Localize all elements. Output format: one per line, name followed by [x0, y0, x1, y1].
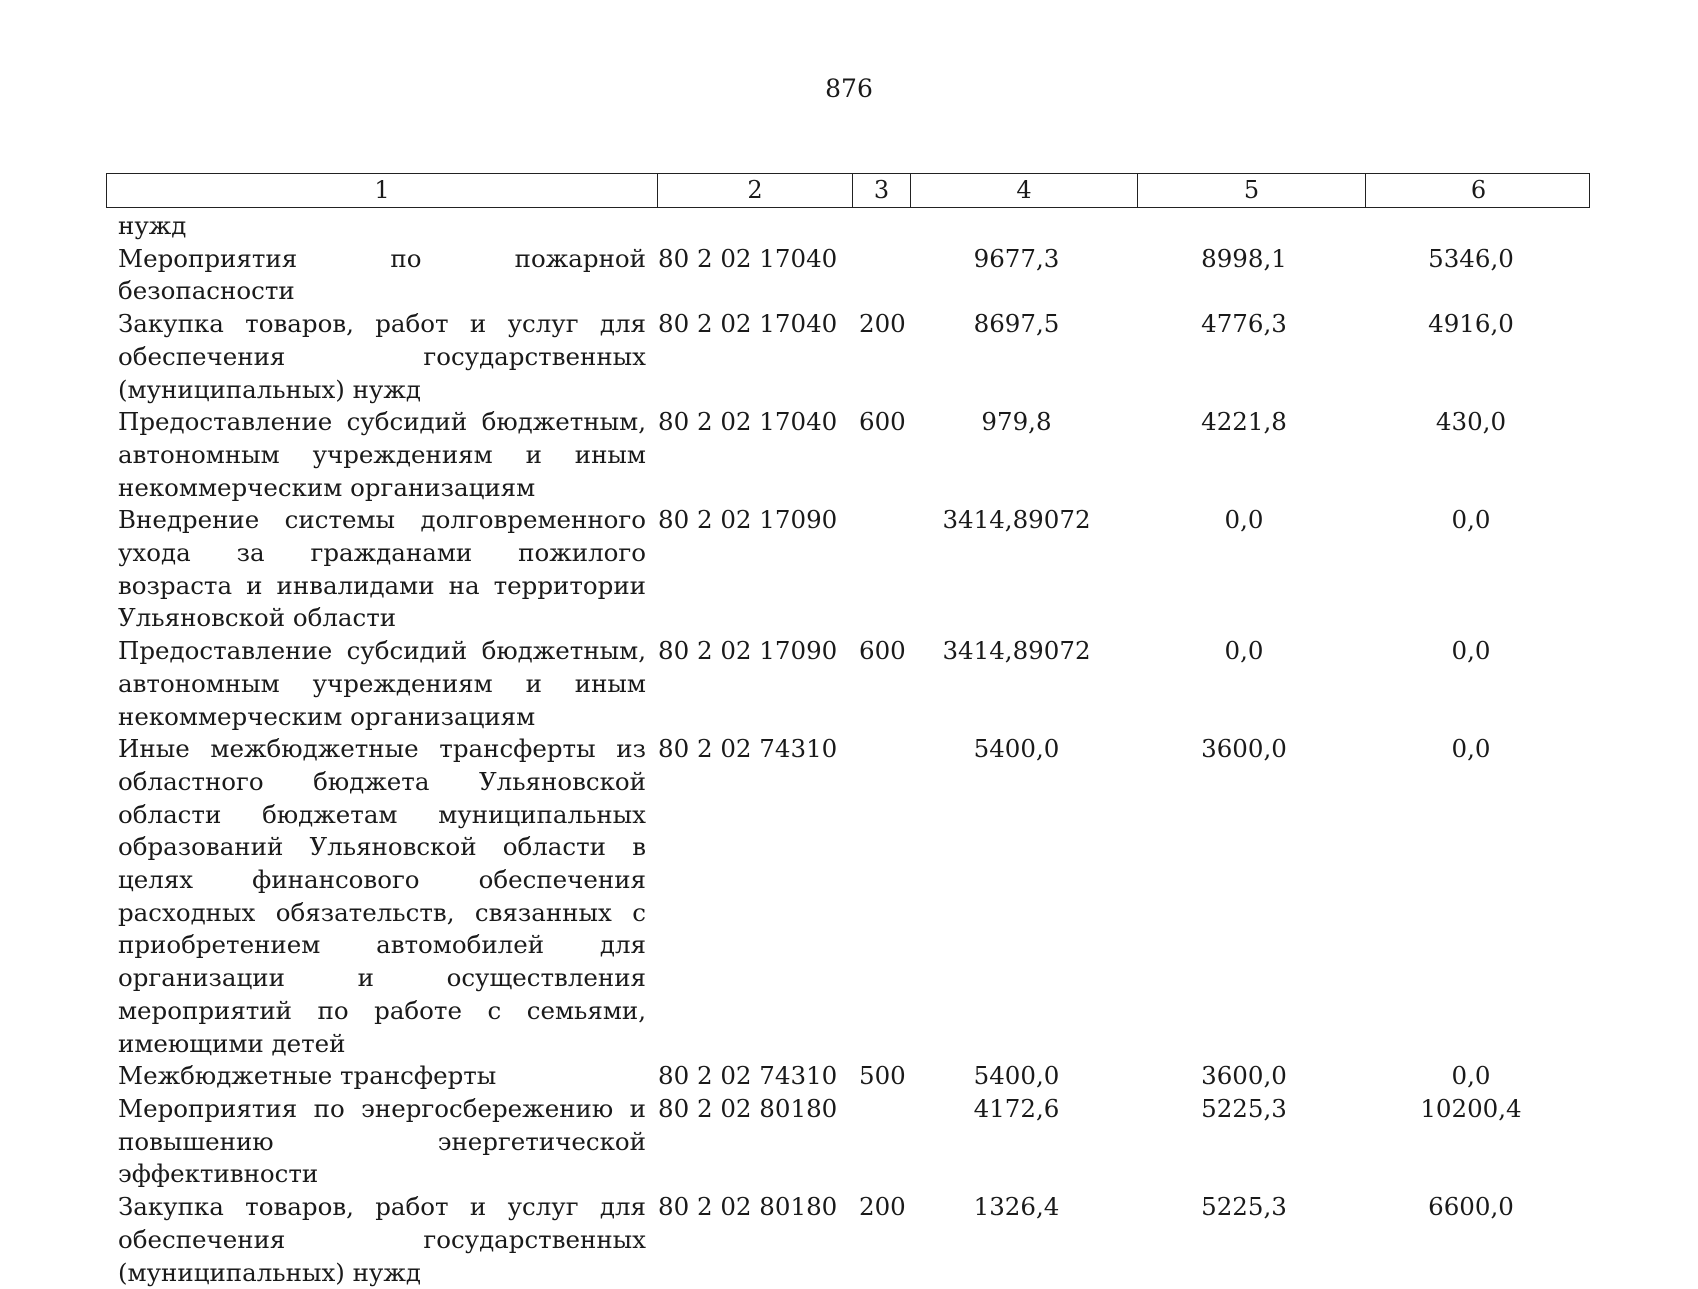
row-value-3: 6600,0 — [1428, 1192, 1514, 1222]
table-row — [118, 243, 1598, 308]
row-value-1: 979,8 — [981, 407, 1052, 437]
header-col-4: 4 — [910, 174, 1137, 207]
row-code: 80 2 02 74310 — [658, 1061, 838, 1091]
row-code: 80 2 02 17040 — [658, 309, 838, 339]
row-value-1: 8697,5 — [973, 309, 1060, 339]
row-name: Иные межбюджетные трансферты из областного бюджета Ульяновской области бюджетам муниципальных образований Ульяновской области в целях финансового обеспечения расходных обязательств, связанных с приобретением автомобилей для организации и осуществления мероприятий по работе с семьями, имеющими детей — [118, 734, 646, 1058]
row-code: 80 2 02 80180 — [658, 1192, 838, 1222]
row-type: 600 — [859, 636, 906, 666]
row-name: Внедрение системы долговременного ухода за гражданами пожилого возраста и инвалидами на территории Ульяновской области — [118, 505, 646, 633]
row-value-1: 9677,3 — [973, 243, 1060, 273]
row-code: 80 2 02 17090 — [658, 636, 838, 666]
row-name: Закупка товаров, работ и услуг для обеспечения государственных (муниципальных) нужд — [118, 1192, 646, 1287]
row-value-2: 0,0 — [1224, 636, 1264, 666]
row-value-2: 3600,0 — [1201, 1061, 1287, 1091]
row-value-2: 3600,0 — [1201, 734, 1287, 764]
row-value-2: 8998,1 — [1201, 243, 1287, 273]
table-row — [118, 733, 1598, 1060]
row-type — [845, 733, 903, 1060]
row-code: 80 2 02 80180 — [658, 1093, 838, 1123]
row-name: Межбюджетные трансферты — [118, 1061, 497, 1091]
header-col-2: 2 — [657, 174, 852, 207]
row-value-1: 3414,89072 — [942, 636, 1091, 666]
header-col-3: 3 — [852, 174, 910, 207]
table-row — [118, 635, 1598, 733]
row-code: 80 2 02 17040 — [658, 407, 838, 437]
page-number: 876 — [825, 74, 873, 103]
row-value-3: 0,0 — [1451, 505, 1491, 535]
row-value-2: 5225,3 — [1201, 1093, 1287, 1123]
row-name: Мероприятия по пожарной безопасности — [118, 243, 646, 306]
row-value-3: 10200,4 — [1420, 1093, 1522, 1123]
row-value-1: 3414,89072 — [942, 505, 1091, 535]
header-col-5: 5 — [1137, 174, 1365, 207]
table-row — [118, 1060, 1598, 1093]
row-type: 200 — [859, 309, 906, 339]
table-row — [118, 1093, 1598, 1191]
row-name: Предоставление субсидий бюджетным, автономным учреждениям и иным некоммерческим организациям — [118, 636, 646, 731]
row-name: Закупка товаров, работ и услуг для обеспечения государственных (муниципальных) нужд — [118, 309, 646, 404]
row-value-2: 5225,3 — [1201, 1192, 1287, 1222]
row-name: Предоставление субсидий бюджетным, автономным учреждениям и иным некоммерческим организациям — [118, 407, 646, 502]
row-name: Мероприятия по энергосбережению и повышению энергетической эффективности — [118, 1093, 646, 1189]
row-type — [845, 243, 903, 308]
row-type: 600 — [859, 407, 906, 437]
row-value-3: 0,0 — [1451, 636, 1491, 666]
table-body — [118, 210, 1598, 1289]
row-value-1: 1326,4 — [973, 1192, 1060, 1222]
row-type — [845, 504, 903, 635]
row-value-3: 430,0 — [1435, 407, 1507, 437]
table-row — [118, 406, 1598, 504]
row-type: 500 — [859, 1061, 906, 1091]
table-row — [118, 504, 1598, 635]
row-value-3: 5346,0 — [1428, 243, 1514, 273]
row-value-1: 5400,0 — [973, 1061, 1060, 1091]
row-code: 80 2 02 17040 — [658, 243, 838, 273]
table-header — [106, 173, 1590, 208]
continuation-row — [118, 210, 1598, 243]
header-col-6: 6 — [1365, 174, 1591, 207]
table-row — [118, 1191, 1598, 1289]
row-type — [845, 1093, 903, 1191]
table-row — [118, 308, 1598, 406]
row-value-2: 0,0 — [1224, 505, 1264, 535]
row-value-1: 4172,6 — [973, 1093, 1060, 1123]
row-type: 200 — [859, 1192, 906, 1222]
row-code: 80 2 02 17090 — [658, 505, 838, 535]
row-value-3: 0,0 — [1451, 1061, 1491, 1091]
continuation-text: нужд — [118, 211, 187, 240]
row-value-2: 4221,8 — [1201, 407, 1287, 437]
header-col-1: 1 — [374, 176, 390, 204]
row-value-3: 4916,0 — [1428, 309, 1514, 339]
row-code: 80 2 02 74310 — [658, 734, 838, 764]
row-value-1: 5400,0 — [973, 734, 1060, 764]
row-value-2: 4776,3 — [1201, 309, 1287, 339]
row-value-3: 0,0 — [1451, 734, 1491, 764]
